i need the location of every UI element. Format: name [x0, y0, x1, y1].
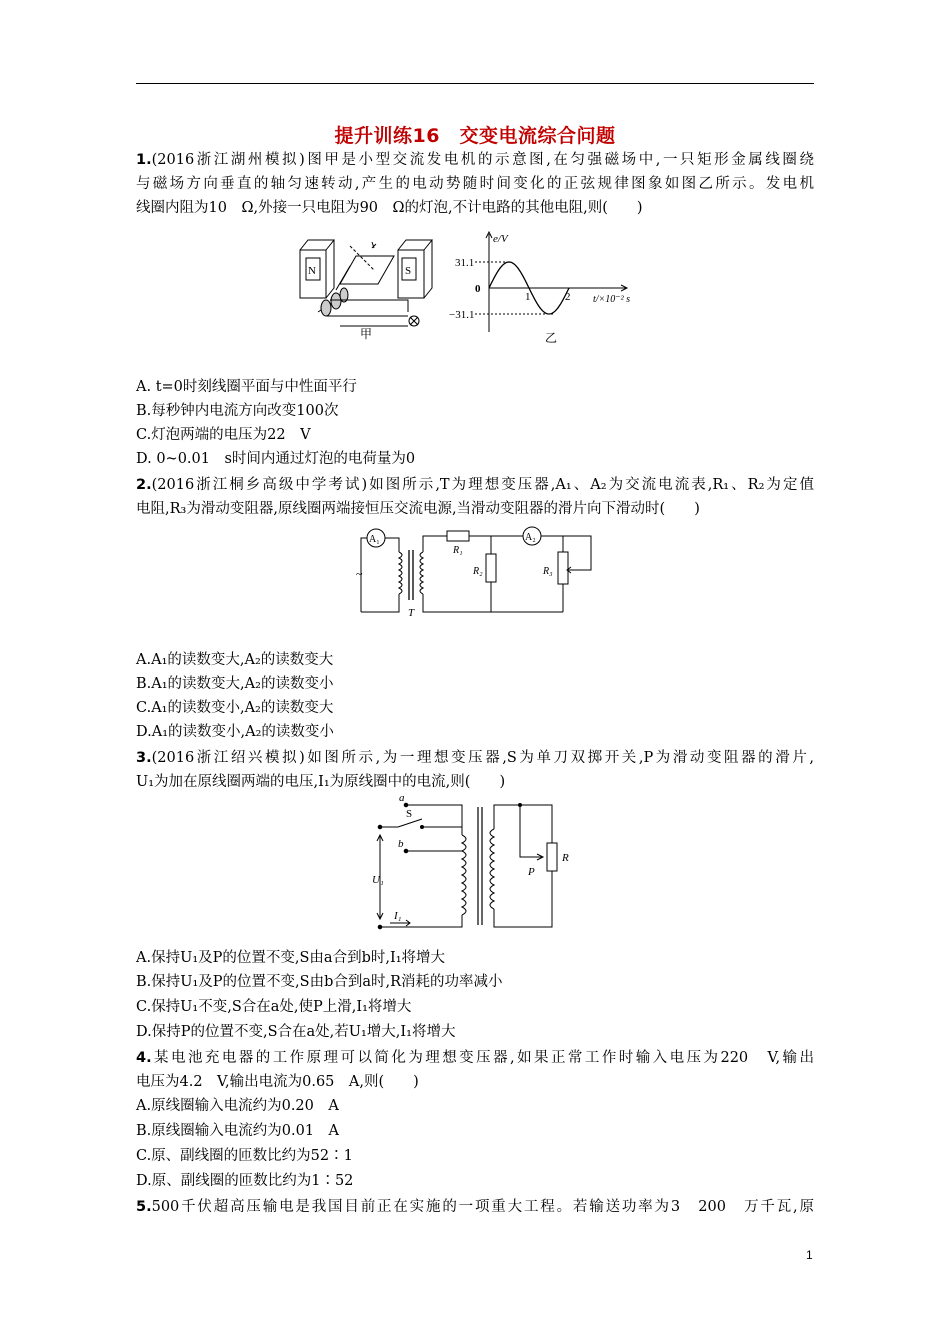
ammeter-a2-label: A₂	[525, 532, 536, 543]
q3-number: 3.	[136, 750, 152, 766]
q3-stem-line: 3.(2016浙江绍兴模拟)如图所示,为一理想变压器,S为单刀双掷开关,P为滑动变阻器的滑片,	[136, 750, 814, 766]
q1-option: C.灯泡两端的电压为22 V	[136, 427, 311, 443]
resistor-r-label: R	[562, 852, 569, 864]
transformer-ammeter-circuit	[355, 524, 605, 624]
q3-option: D.保持P的位置不变,S合在a处,若U₁增大,I₁将增大	[136, 1024, 456, 1040]
figure-caption-jia: 甲	[360, 327, 373, 341]
q4-option: A.原线圈输入电流约为0.20 A	[136, 1098, 339, 1114]
generator-diagram	[290, 226, 440, 346]
q1-option: A. t=0时刻线圈平面与中性面平行	[136, 379, 357, 395]
page-title: 提升训练16 交变电流综合问题	[334, 125, 616, 147]
q3-stem-line: U₁为加在原线圈两端的电压,I₁为原线圈中的电流,则( )	[136, 774, 506, 790]
y-axis-label: e/V	[493, 233, 508, 245]
q2-stem-line: 电阻,R₃为滑动变阻器,原线圈两端接恒压交流电源,当滑动变阻器的滑片向下滑动时( )	[136, 501, 700, 517]
q1-option: B.每秒钟内电流方向改变100次	[136, 403, 339, 419]
q4-stem-line: 电压为4.2 V,输出电流为0.65 A,则( )	[136, 1074, 419, 1090]
q4-option: C.原、副线圈的匝数比约为52∶1	[136, 1148, 353, 1164]
q2-stem-line: 2.(2016浙江桐乡高级中学考试)如图所示,T为理想变压器,A₁、A₂为交流电流表,R₁、R₂为定值	[136, 477, 814, 493]
q4-number: 4.	[136, 1050, 152, 1066]
q5-number: 5.	[136, 1199, 152, 1215]
xtick-1-label: 1	[525, 291, 531, 303]
q3-option: C.保持U₁不变,S合在a处,使P上滑,I₁将增大	[136, 999, 412, 1015]
x-axis-label: t/×10⁻² s	[593, 294, 630, 305]
header-rule	[136, 83, 814, 84]
pole-s-label: S	[405, 265, 412, 277]
terminal-a-label: a	[399, 792, 405, 804]
q1-number: 1.	[136, 152, 152, 168]
q2-option: C.A₁的读数变小,A₂的读数变大	[136, 700, 334, 716]
q1-stem-line: 线圈内阻为10 Ω,外接一只电阻为90 Ω的灯泡,不计电路的其他电阻,则( )	[136, 200, 643, 216]
r2-label: R₂	[473, 566, 483, 577]
i1-label: I₁	[394, 910, 402, 922]
q1-stem-line: 1.(2016浙江湖州模拟)图甲是小型交流发电机的示意图,在匀强磁场中,一只矩形金属线圈绕	[136, 152, 814, 168]
q5-stem-line: 5.500千伏超高压输电是我国目前正在实施的一项重大工程。若输送功率为3 200 万千瓦,原	[136, 1199, 814, 1215]
xtick-2-label: 2	[565, 291, 571, 303]
q1-stem-line: 与磁场方向垂直的轴匀速转动,产生的电动势随时间变化的正弦规律图象如图乙所示。发电机	[136, 176, 814, 192]
source-symbol: ~	[356, 567, 363, 581]
q2-option: A.A₁的读数变大,A₂的读数变大	[136, 652, 334, 668]
q1-option: D. 0~0.01 s时间内通过灯泡的电荷量为0	[136, 451, 416, 467]
page-number: 1	[806, 1248, 813, 1262]
slider-p-label: P	[528, 866, 535, 878]
q2-option: B.A₁的读数变大,A₂的读数变小	[136, 676, 334, 692]
q2-number: 2.	[136, 477, 152, 493]
q4-option: B.原线圈输入电流约为0.01 A	[136, 1123, 340, 1139]
q4-stem-line: 4.某电池充电器的工作原理可以简化为理想变压器,如果正常工作时输入电压为220 V,输出	[136, 1050, 814, 1066]
r1-label: R₁	[453, 545, 463, 556]
switch-s-label: S	[406, 808, 413, 820]
ytick-top-label: 31.1	[455, 257, 475, 269]
ytick-bottom-label: −31.1	[449, 309, 475, 321]
u1-label: U₁	[372, 874, 384, 886]
terminal-b-label: b	[398, 838, 404, 850]
origin-label: 0	[475, 283, 481, 295]
r3-label: R₃	[543, 566, 553, 577]
q2-option: D.A₁的读数变小,A₂的读数变小	[136, 724, 334, 740]
pole-n-label: N	[308, 265, 316, 277]
q3-option: B.保持U₁及P的位置不变,S由b合到a时,R消耗的功率减小	[136, 974, 503, 990]
emf-sine-chart	[449, 228, 645, 348]
ammeter-a1-label: A₁	[369, 534, 380, 545]
switch-transformer-circuit	[370, 792, 590, 935]
figure-caption-yi: 乙	[545, 331, 558, 345]
q4-option: D.原、副线圈的匝数比约为1∶52	[136, 1173, 354, 1189]
transformer-t-label: T	[408, 607, 415, 619]
q3-option: A.保持U₁及P的位置不变,S由a合到b时,I₁将增大	[136, 950, 446, 966]
